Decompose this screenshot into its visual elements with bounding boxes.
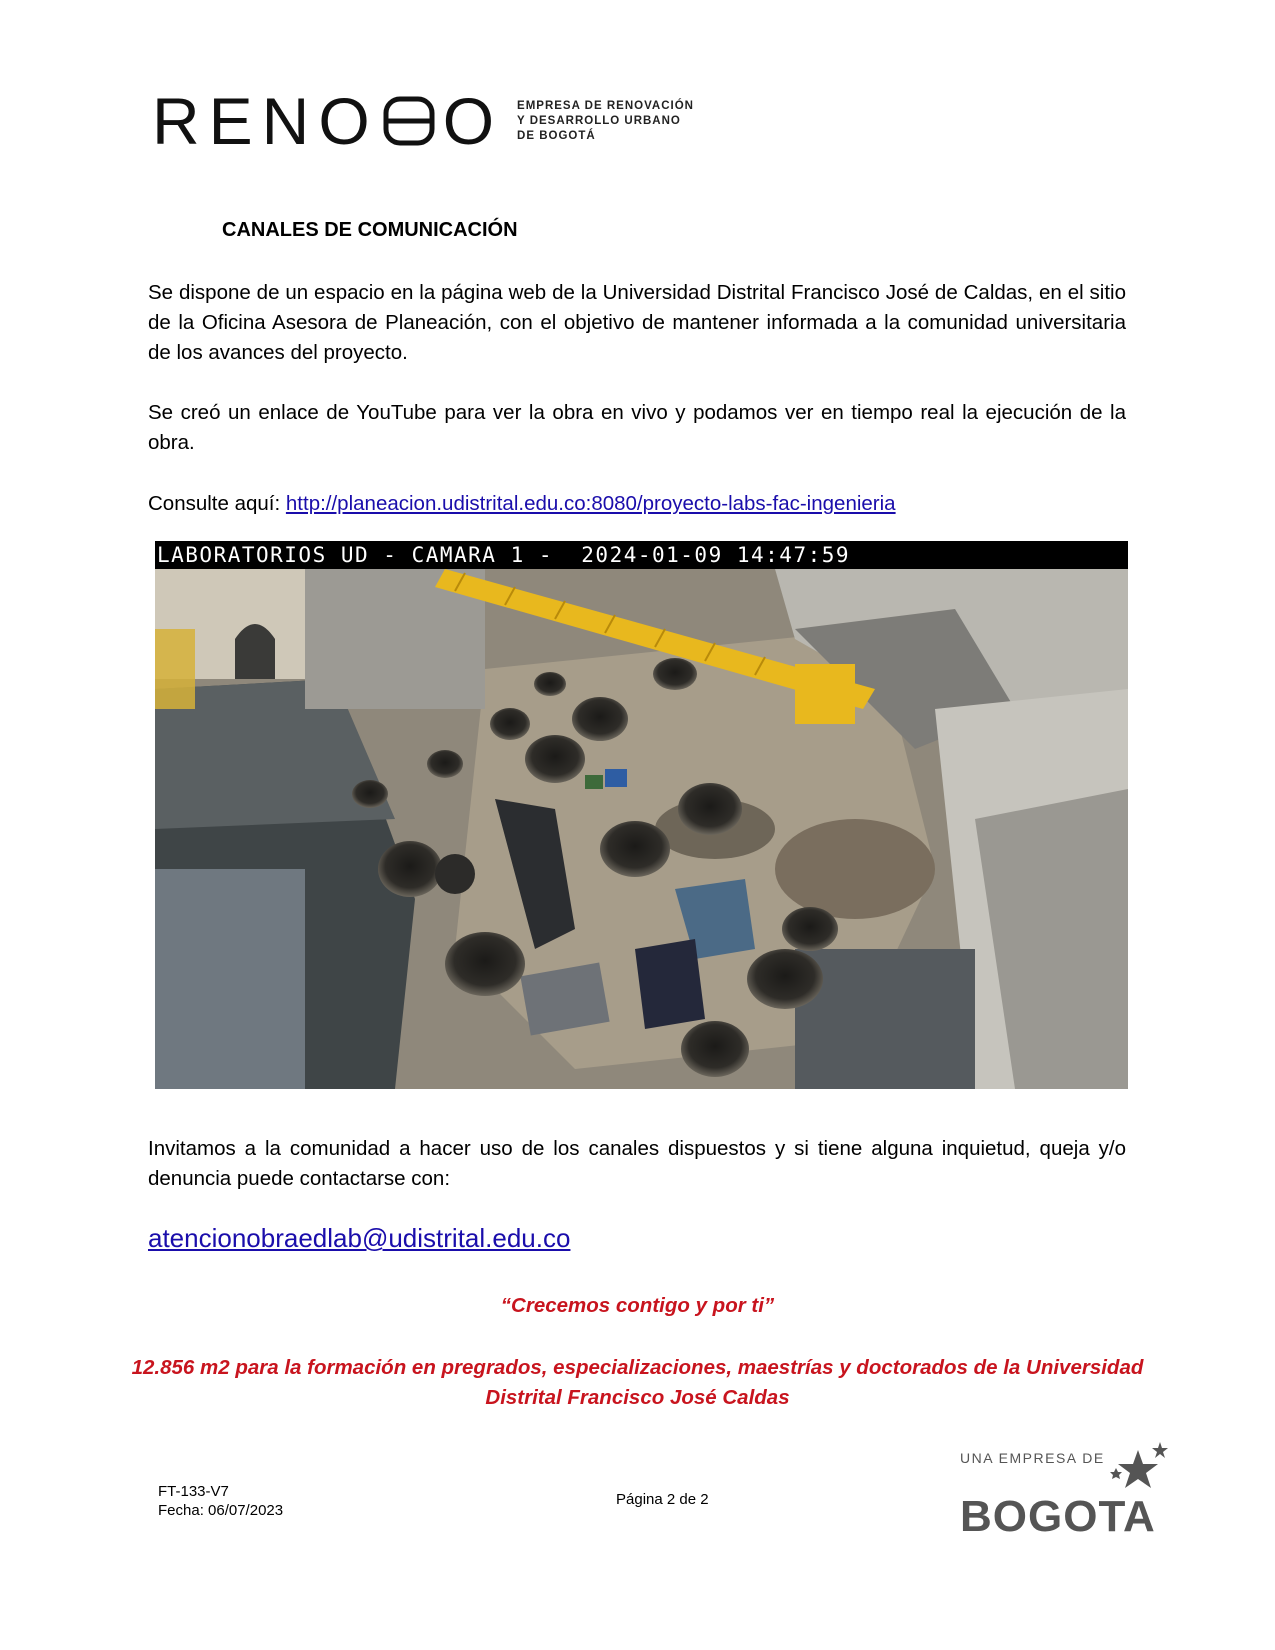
logo-sub-line: EMPRESA DE RENOVACIÓN (517, 99, 694, 112)
footer-document-code (158, 1482, 283, 1520)
paragraph-youtube: Se creó un enlace de YouTube para ver la obra en vivo y podamos ver en tiempo real la ejecución de la obra. (148, 401, 1126, 454)
logo-sub-line: DE BOGOTÁ (517, 129, 596, 142)
section-heading: CANALES DE COMUNICACIÓN (222, 219, 518, 241)
camera-overlay-text: LABORATORIOS UD - CAMARA 1 - 2024-01-09 14:47:59 (155, 541, 1128, 569)
logo-sub-line: Y DESARROLLO URBANO (517, 114, 681, 127)
logo-word-right: O (442, 84, 504, 158)
logo-b-mark-icon (383, 96, 435, 146)
construction-site-photo (155, 569, 1128, 1089)
project-link[interactable]: http://planeacion.udistrital.edu.co:8080/proyecto-labs-fac-ingenieria (285, 492, 896, 515)
paragraph-invitation: Invitamos a la comunidad a hacer uso de los canales dispuestos y si tiene alguna inquietud, queja y/o denuncia puede contactarse con: (148, 1137, 1126, 1190)
footer-date: Fecha: 06/07/2023 (158, 1502, 284, 1519)
footer-page-number: Página 2 de 2 (616, 1491, 709, 1508)
construction-camera-image (155, 541, 1128, 1089)
bogota-stars-icon (1108, 1440, 1170, 1510)
slogan: “Crecemos contigo y por ti” (500, 1294, 775, 1317)
bogota-logo (960, 1440, 1170, 1550)
bogota-logo-main-text: BOGOTA (960, 1492, 1156, 1541)
contact-email-link[interactable]: atencionobraedlab@udistrital.edu.co (148, 1223, 571, 1253)
paragraph-consult (148, 489, 1126, 519)
footer-code: FT-133-V7 (158, 1483, 229, 1500)
logo-wordmark (152, 84, 504, 158)
paragraph-web-space: Se dispone de un espacio en la página web de la Universidad Distrital Francisco José de Caldas, en el sitio de la Oficina Asesora de Planeación, con el objetivo de mantener informada a la comunidad universitaria de los avances del proyecto. (148, 281, 1126, 364)
renobo-logo (152, 84, 694, 158)
consult-prefix: Consulte aquí: (148, 492, 286, 515)
project-tagline: 12.856 m2 para la formación en pregrados, especializaciones, maestrías y doctorados de la Universidad Distrital Francisco José Caldas (131, 1356, 1144, 1409)
logo-word-left: RENO (152, 84, 379, 158)
bogota-logo-top-text: UNA EMPRESA DE (960, 1450, 1105, 1466)
logo-subtitle (517, 99, 694, 144)
